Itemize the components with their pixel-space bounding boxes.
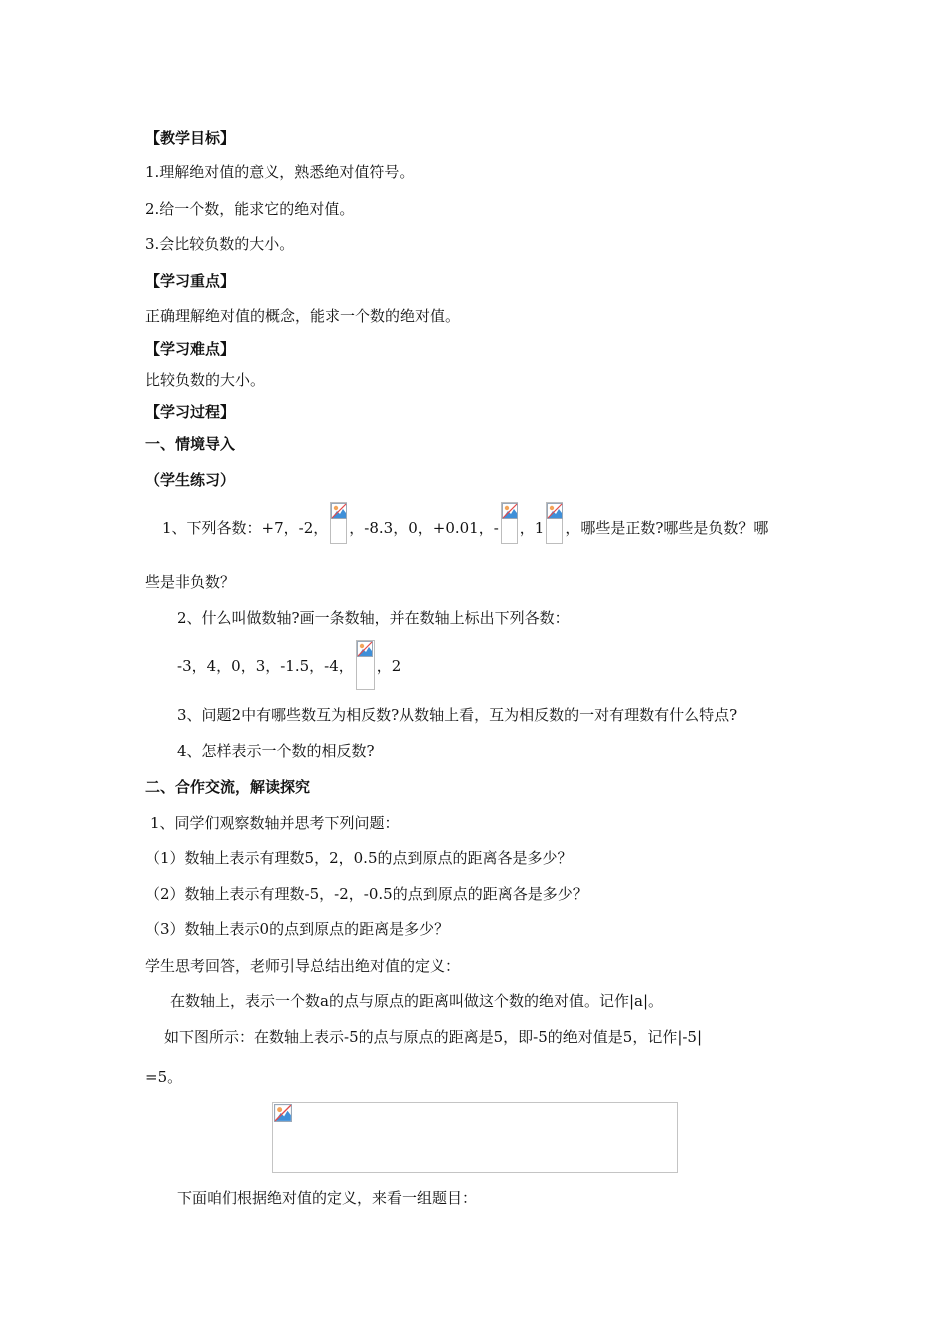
missing-image-fraction-1	[330, 502, 347, 544]
answer-intro: 学生思考回答，老师引导总结出绝对值的定义：	[145, 957, 461, 975]
sub-question-3: （3）数轴上表示0的点到原点的距离是多少？	[145, 920, 450, 938]
question-2-numbers-b: ，2	[376, 657, 402, 675]
question-2-line-1: 2、什么叫做数轴?画一条数轴，并在数轴上标出下列各数：	[177, 609, 570, 627]
key-points-text: 正确理解绝对值的概念，能求一个数的绝对值。	[145, 307, 461, 325]
part-one-title: 一、情境导入	[145, 435, 236, 453]
question-2-numbers-line	[177, 640, 401, 688]
part-two-intro: 1、同学们观察数轴并思考下列问题：	[150, 814, 400, 832]
question-1-line	[162, 502, 768, 550]
question-4: 4、怎样表示一个数的相反数?	[177, 742, 375, 760]
section-heading-difficulties: 【学习难点】	[145, 340, 236, 358]
broken-image-icon	[357, 641, 373, 657]
goal-item-2: 2.给一个数，能求它的绝对值。	[145, 200, 355, 218]
broken-image-icon	[274, 1104, 292, 1122]
definition-text: 在数轴上，表示一个数a的点与原点的距离叫做这个数的绝对值。记作|a|。	[170, 992, 663, 1010]
next-paragraph: 下面咱们根据绝对值的定义，来看一组题目：	[177, 1189, 478, 1207]
goal-item-3: 3.会比较负数的大小。	[145, 235, 295, 253]
difficulties-text: 比较负数的大小。	[145, 371, 266, 389]
example-line-1: 如下图所示：在数轴上表示-5的点与原点的距离是5，即-5的绝对值是5，记作|-5|	[164, 1028, 703, 1046]
question-2-numbers-a: -3，4，0，3，-1.5，-4，	[177, 657, 354, 675]
section-heading-process: 【学习过程】	[145, 403, 236, 421]
question-1-continuation: 些是非负数？	[145, 573, 236, 591]
broken-image-icon	[331, 503, 347, 519]
broken-image-icon	[547, 503, 563, 519]
missing-image-fraction-2	[501, 502, 518, 544]
broken-image-icon	[502, 503, 518, 519]
section-heading-teaching-goals: 【教学目标】	[145, 129, 236, 147]
section-heading-key-points: 【学习重点】	[145, 272, 236, 290]
question-3: 3、问题2中有哪些数互为相反数?从数轴上看，互为相反数的一对有理数有什么特点?	[177, 706, 738, 724]
question-1-part-c: ，1	[519, 519, 545, 537]
student-practice-title: （学生练习）	[145, 471, 236, 489]
question-1-part-d: ，哪些是正数?哪些是负数？哪	[565, 519, 769, 537]
sub-question-2: （2）数轴上表示有理数-5，-2，-0.5的点到原点的距离各是多少？	[145, 885, 588, 903]
question-1-part-a: 1、下列各数：+7，-2，	[162, 519, 329, 537]
sub-question-1: （1）数轴上表示有理数5，2，0.5的点到原点的距离各是多少？	[145, 849, 573, 867]
missing-image-number-line	[272, 1102, 678, 1173]
goal-item-1: 1.理解绝对值的意义，熟悉绝对值符号。	[145, 163, 415, 181]
example-line-2: =5。	[145, 1068, 183, 1086]
missing-image-fraction-3	[546, 502, 563, 544]
part-two-title: 二、合作交流，解读探究	[145, 778, 311, 796]
missing-image-fraction-4	[356, 640, 375, 690]
question-1-part-b: ，-8.3，0，+0.01，-	[349, 519, 499, 537]
